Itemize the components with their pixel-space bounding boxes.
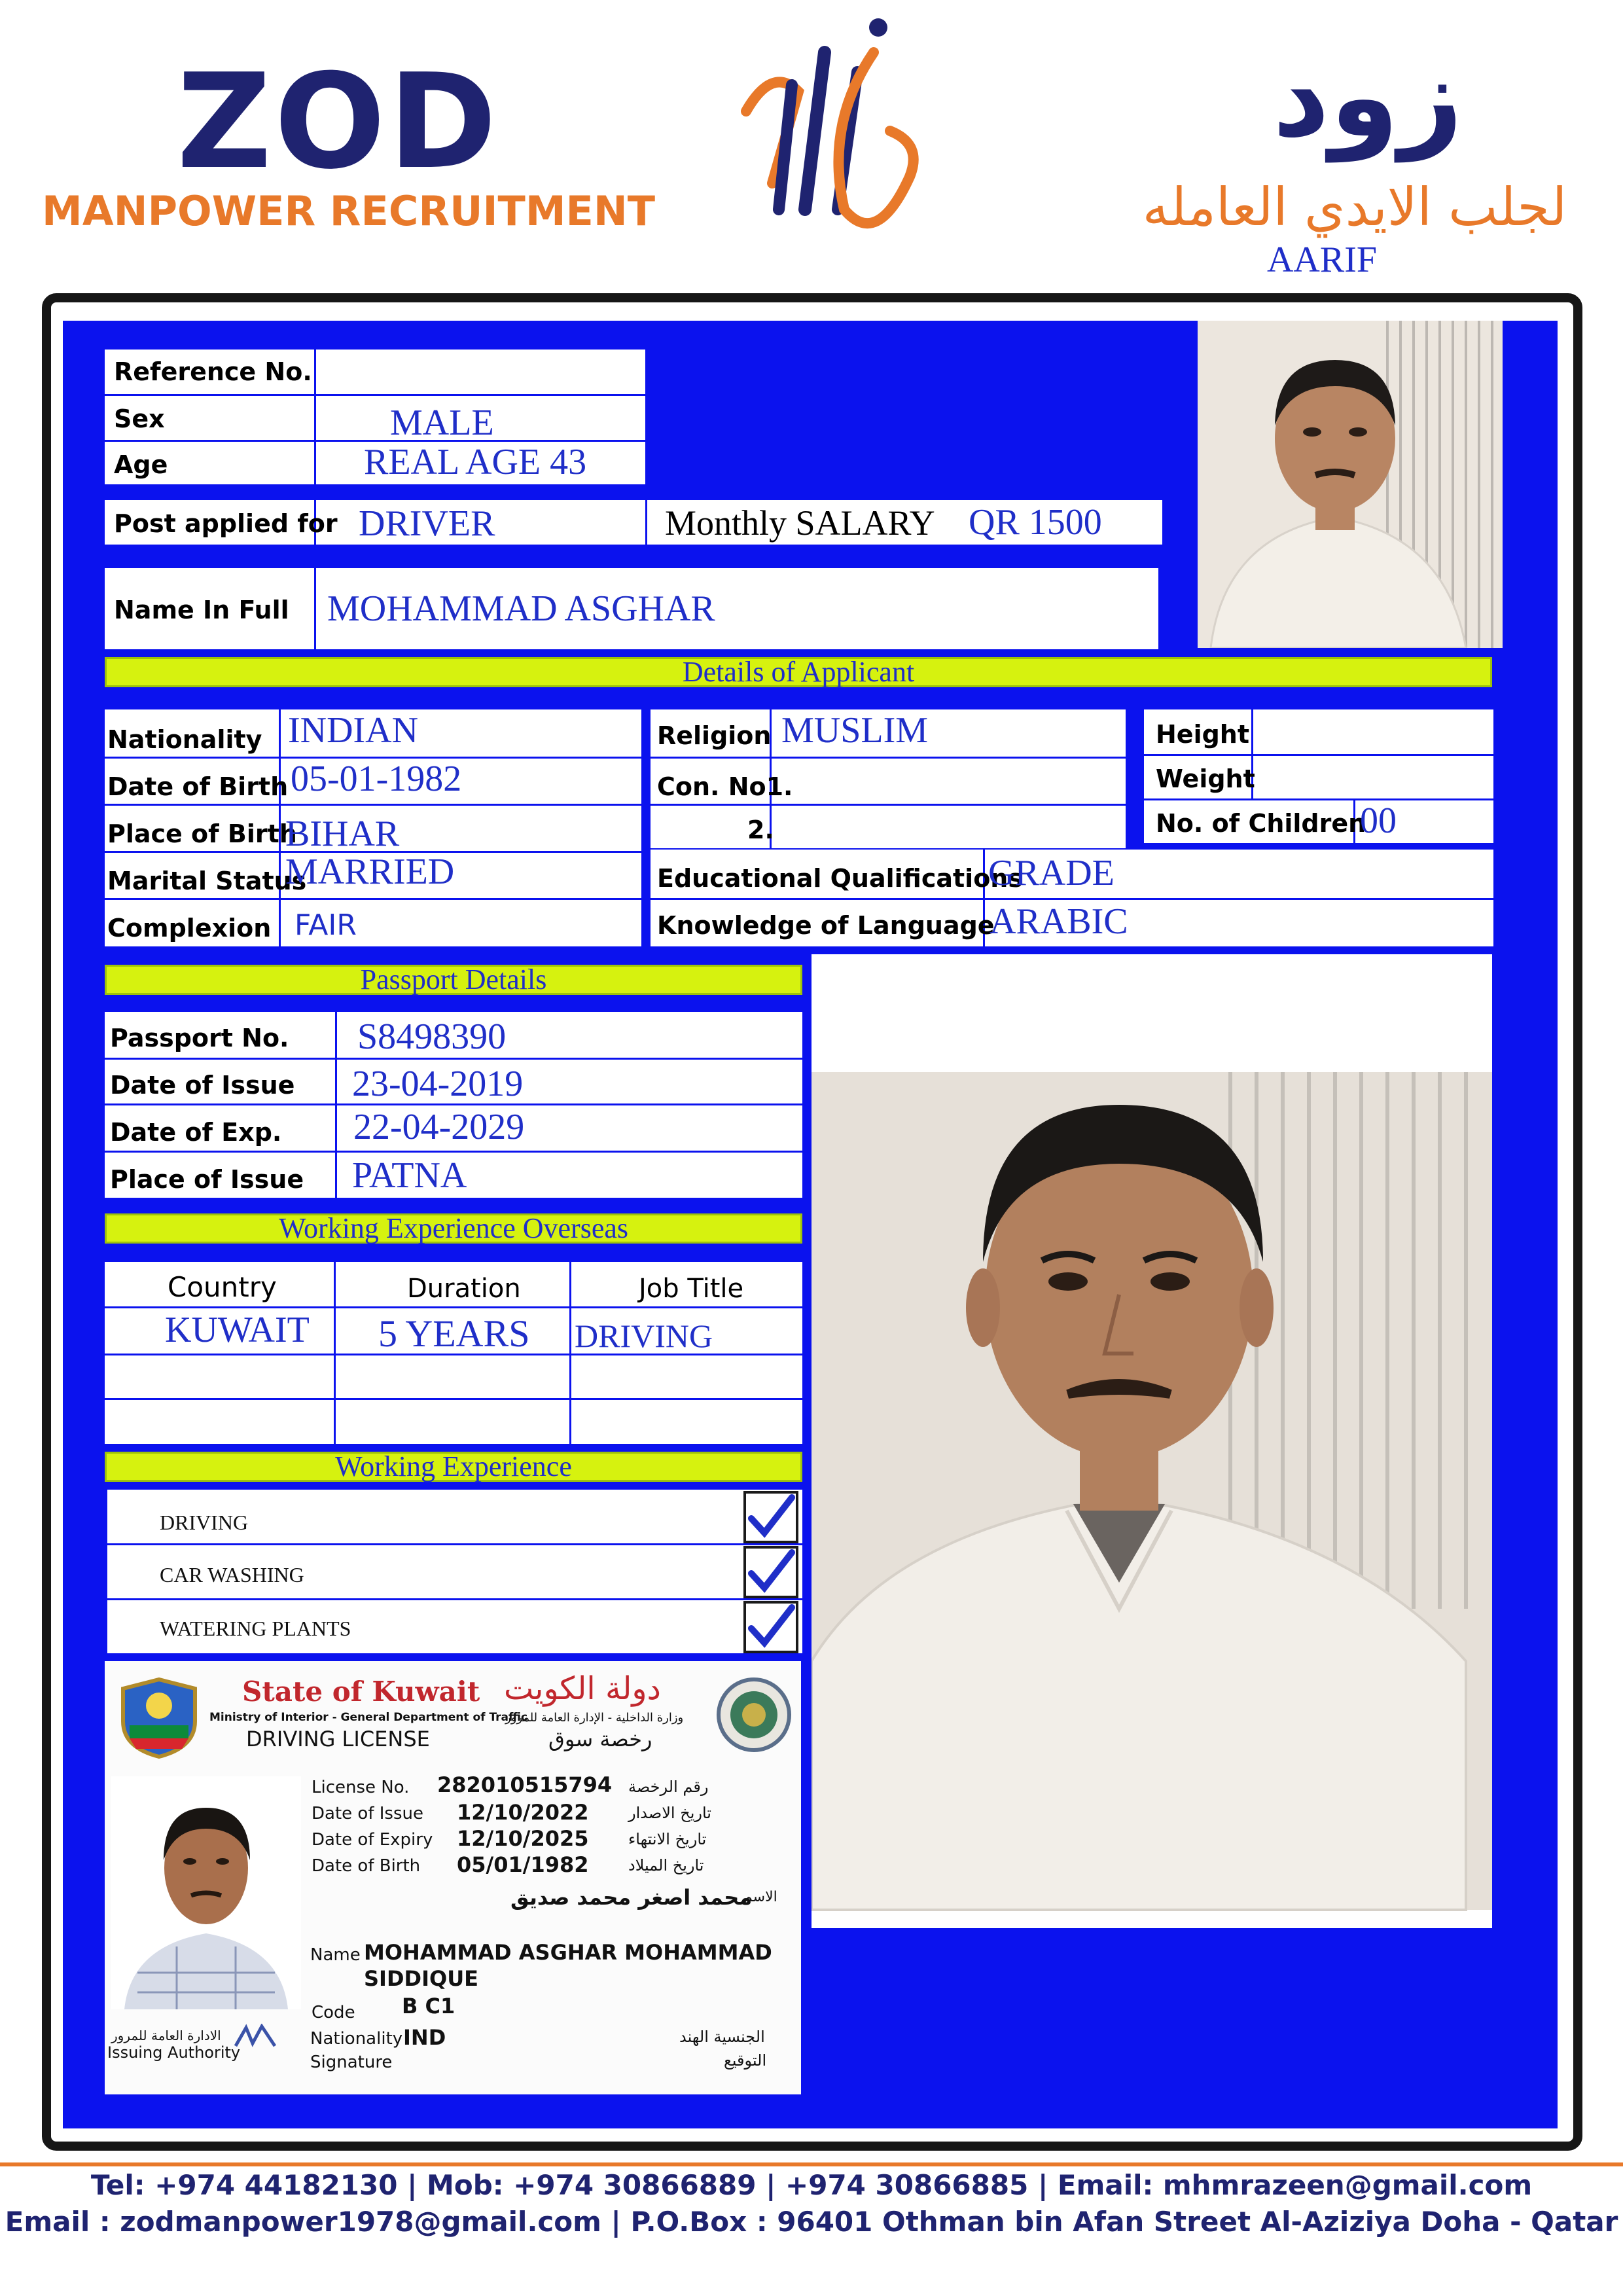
passport-no-label: Passport No.: [110, 1024, 289, 1052]
salary-value: QR 1500: [969, 502, 1102, 543]
experience-checkbox[interactable]: [743, 1601, 798, 1653]
nationality-label: Nationality: [107, 725, 262, 754]
education-table: [651, 850, 1493, 946]
footer-divider: [0, 2162, 1623, 2166]
religion-table: [651, 709, 1126, 848]
children-label: No. of Children: [1156, 809, 1366, 838]
contact1-label: Con. No1.: [657, 772, 793, 801]
license-name-ar-label: الاسم: [743, 1889, 777, 1905]
passport-table: [105, 1012, 802, 1198]
sex-label: Sex: [114, 404, 165, 433]
overseas-heading: Working Experience Overseas: [105, 1213, 802, 1244]
passport-issue-label: Date of Issue: [110, 1071, 295, 1100]
post-value: DRIVER: [359, 503, 495, 544]
height-label: Height: [1156, 720, 1250, 749]
complexion-value: FAIR: [294, 908, 357, 942]
arabic-brand: زود: [1272, 33, 1463, 162]
license-issue-ar: تاريخ الاصدار: [628, 1804, 711, 1822]
complexion-label: Complexion: [107, 914, 272, 942]
overseas-row1-job: DRIVING: [575, 1318, 713, 1354]
overseas-table: [105, 1262, 802, 1444]
contact2-label: 2.: [747, 816, 774, 844]
language-label: Knowledge of Language: [657, 911, 995, 940]
passport-exp-value: 22-04-2029: [353, 1107, 525, 1147]
passport-no-value: S8498390: [357, 1016, 507, 1057]
passport-issue-value: 23-04-2019: [352, 1064, 524, 1104]
post-row: [105, 500, 1162, 545]
license-expiry-ar: تاريخ الانتهاء: [628, 1830, 707, 1848]
passport-exp-label: Date of Exp.: [110, 1118, 282, 1147]
license-nationality-label: Nationality: [310, 2029, 403, 2049]
license-authority-label: Issuing Authority: [107, 2043, 241, 2062]
checkmark-icon: [746, 1604, 796, 1651]
religion-label: Religion: [657, 721, 772, 750]
brand-emblem-icon: [733, 13, 929, 262]
dob-label: Date of Birth: [107, 772, 289, 801]
overseas-row1-duration: 5 YEARS: [378, 1312, 530, 1355]
license-name-line1: MOHAMMAD ASGHAR MOHAMMAD: [364, 1940, 772, 1965]
license-dob-value: 05/01/1982: [457, 1852, 589, 1877]
nationality-value: INDIAN: [288, 710, 419, 751]
pob-value: BIHAR: [285, 814, 400, 854]
experience-item-label: DRIVING: [160, 1511, 249, 1534]
license-type-ar: رخصة سوق: [548, 1727, 652, 1751]
experience-checkbox[interactable]: [743, 1491, 798, 1543]
checkmark-icon: [746, 1549, 796, 1596]
salary-label: Monthly SALARY: [665, 503, 935, 543]
weight-label: Weight: [1156, 764, 1255, 793]
children-value: 00: [1360, 800, 1397, 841]
overseas-row1-country: KUWAIT: [165, 1310, 310, 1350]
license-expiry-label: Date of Expiry: [312, 1830, 433, 1850]
dob-value: 05-01-1982: [291, 759, 462, 799]
applicant-photo-small: [1198, 321, 1503, 648]
license-signature-label: Signature: [310, 2053, 393, 2072]
passport-heading: Passport Details: [105, 965, 802, 995]
gcc-emblem-icon: [715, 1676, 793, 1754]
license-state-en: State of Kuwait: [242, 1676, 480, 1708]
post-label: Post applied for: [114, 509, 338, 538]
license-code-value: B C1: [402, 1994, 455, 2018]
license-issue-value: 12/10/2022: [457, 1800, 589, 1825]
license-dob-label: Date of Birth: [312, 1856, 421, 1876]
license-expiry-value: 12/10/2025: [457, 1826, 589, 1851]
license-signature-ar: التوقيع: [724, 2051, 767, 2070]
religion-value: MUSLIM: [781, 710, 929, 751]
footer-contact-line1: Tel: +974 44182130 | Mob: +974 30866889 | +974 30866885 | Email: mhmrazeen@gmail.com: [90, 2169, 1533, 2201]
pob-label: Place of Birth: [107, 819, 297, 848]
license-type-en: DRIVING LICENSE: [246, 1727, 430, 1751]
license-authority-ar: الادارة العامة للمرور: [111, 2028, 221, 2043]
personal-table: [105, 709, 641, 946]
kuwait-emblem-icon: [116, 1676, 202, 1761]
license-dob-ar: تاريخ الميلاد: [628, 1856, 704, 1874]
brand-logo-text: ZOD: [177, 46, 500, 198]
physical-table: [1144, 709, 1493, 843]
license-issue-label: Date of Issue: [312, 1804, 423, 1823]
name-label: Name In Full: [114, 596, 289, 624]
license-no-ar: رقم الرخصة: [628, 1778, 709, 1796]
license-state-ar: دولة الكويت: [504, 1670, 661, 1707]
license-nationality-value: IND: [403, 2025, 446, 2050]
license-no-label: License No.: [312, 1778, 410, 1797]
license-code-label: Code: [312, 2003, 355, 2022]
brand-tagline: MANPOWER RECRUITMENT: [42, 187, 656, 235]
overseas-col-job: Job Title: [639, 1274, 744, 1304]
experience-list: [107, 1490, 802, 1653]
license-ministry-ar: وزارة الداخلية - الإدارة العامة للمرور: [505, 1711, 684, 1725]
experience-item-label: WATERING PLANTS: [160, 1617, 351, 1640]
passport-place-value: PATNA: [352, 1155, 467, 1196]
education-value: GRADE: [988, 853, 1115, 893]
experience-checkbox[interactable]: [743, 1546, 798, 1598]
license-name-ar: محمد اصغر محمد صديق: [510, 1885, 753, 1910]
overseas-col-duration: Duration: [407, 1274, 521, 1304]
language-value: ARABIC: [990, 901, 1128, 942]
name-value: MOHAMMAD ASGHAR: [327, 588, 715, 629]
name-row: [105, 568, 1158, 649]
license-ministry-en: Ministry of Interior - General Department of Traffic: [209, 1711, 528, 1724]
overseas-col-country: Country: [168, 1271, 277, 1303]
education-label: Educational Qualifications: [657, 864, 1023, 893]
license-no-value: 282010515794: [437, 1772, 613, 1797]
license-nationality-ar: الجنسية الهند: [679, 2028, 765, 2046]
marital-value: MARRIED: [285, 852, 455, 892]
applicant-photo-large: [812, 954, 1492, 1928]
sex-value: MALE: [390, 403, 494, 443]
license-photo: [111, 1776, 301, 2009]
age-label: Age: [114, 450, 168, 479]
authority-stamp-icon: [233, 2024, 279, 2050]
details-heading: Details of Applicant: [105, 657, 1492, 687]
passport-place-label: Place of Issue: [110, 1165, 304, 1194]
footer-contact-line2: Email : zodmanpower1978@gmail.com | P.O.Box : 96401 Othman bin Afan Street Al-Aziziya Doha - Qatar: [5, 2206, 1618, 2238]
summary-table: [105, 350, 645, 484]
license-name-label: Name: [310, 1945, 361, 1965]
arabic-tagline: لجلب الايدي العامله: [1142, 177, 1567, 238]
age-value: REAL AGE 43: [364, 442, 587, 482]
reference-label: Reference No.: [114, 357, 312, 386]
experience-heading: Working Experience: [105, 1452, 802, 1482]
license-name-line2: SIDDIQUE: [364, 1966, 479, 1991]
agent-name: AARIF: [1266, 240, 1378, 280]
experience-item-label: CAR WASHING: [160, 1563, 304, 1587]
driving-license-card: [105, 1661, 801, 2094]
marital-label: Marital Status: [107, 867, 307, 895]
checkmark-icon: [746, 1494, 796, 1541]
